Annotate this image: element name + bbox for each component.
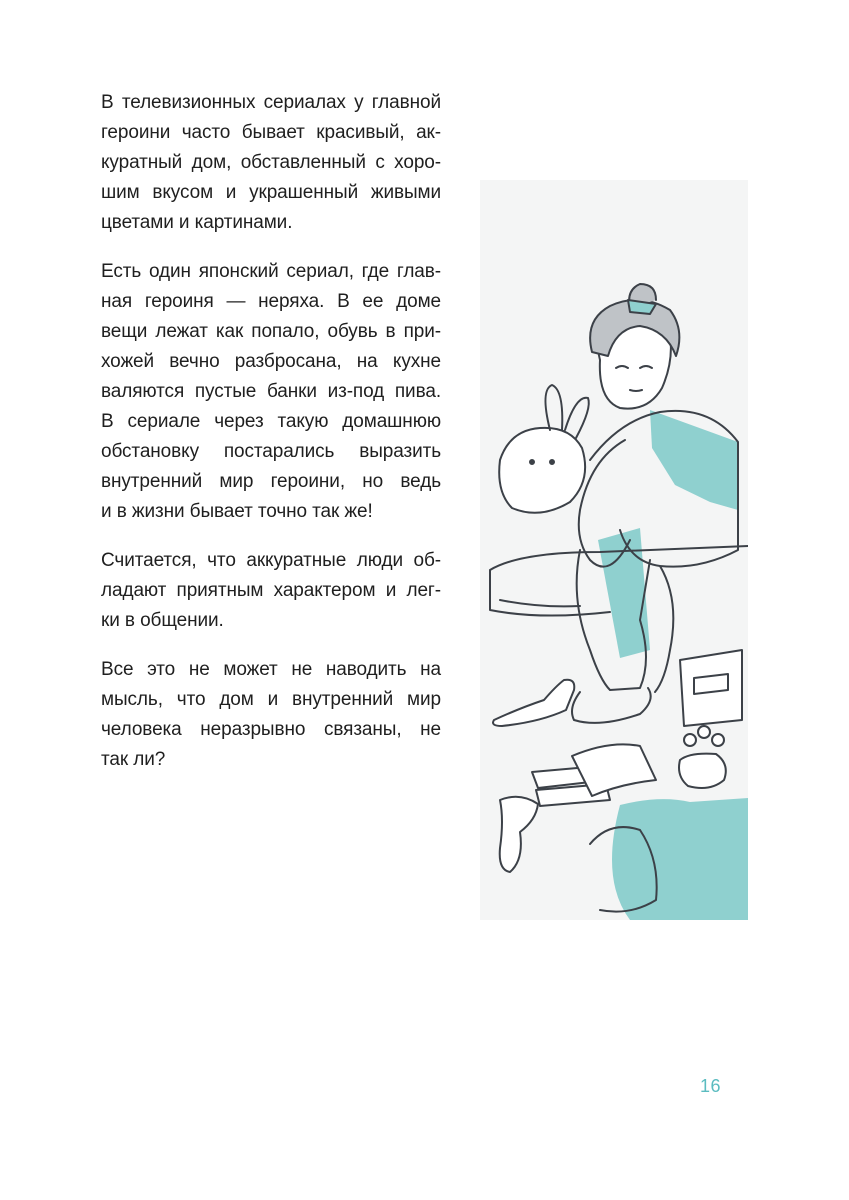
page-number: 16 (700, 1076, 722, 1096)
text-line: цветами и картинами. (101, 212, 293, 233)
woman-leg-back (655, 566, 673, 692)
text-line: валяются пустые банки из-под пива. (101, 381, 441, 402)
text-line: человека неразрывно связаны, не (101, 719, 441, 740)
paragraph-3 (101, 546, 441, 636)
teal-leg-stripe (598, 528, 650, 658)
shoe-icon (493, 680, 574, 726)
body-text (101, 88, 441, 794)
bunny-ear (545, 385, 562, 430)
sock-shape (500, 797, 538, 872)
text-line: вещи лежат как попало, обувь в при- (101, 321, 441, 342)
text-line: и в жизни бывает точно так же! (101, 501, 373, 522)
paragraph-4 (101, 655, 441, 775)
text-line: Считается, что аккуратные люди об- (101, 550, 441, 571)
text-line: куратный дом, обставленный с хоро- (101, 152, 441, 173)
text-line: ная героиня — неряха. В ее доме (101, 291, 441, 312)
illustration-art (480, 180, 748, 920)
woman-mouth (630, 390, 642, 391)
text-line: ладают приятным характером и лег- (101, 580, 441, 601)
feet (572, 688, 651, 723)
text-line: мысль, что дом и внутренний мир (101, 689, 441, 710)
text-line: так ли? (101, 749, 166, 770)
bunny-ear (565, 398, 589, 438)
teal-cloth-pile (612, 798, 748, 920)
text-line: обстановку постарались выразить (101, 441, 441, 462)
text-line: В сериале через такую домашнюю (101, 411, 441, 432)
text-line: внутренний мир героини, но ведь (101, 471, 441, 492)
text-line: хожей вечно разбросана, на кухне (101, 351, 441, 372)
text-line: Все это не может не наводить на (101, 659, 441, 680)
text-line: Есть один японский сериал, где глав- (101, 261, 441, 282)
box (680, 650, 742, 726)
text-line: героини часто бывает красивый, ак- (101, 122, 441, 143)
messy-room-illustration (480, 180, 748, 920)
teal-top (650, 410, 738, 510)
paragraph-1 (101, 88, 441, 238)
text-line: В телевизионных сериалах у главной (101, 92, 441, 113)
paragraph-2 (101, 257, 441, 527)
flower-pot (679, 754, 726, 788)
bunny-plush (499, 428, 585, 513)
text-line: шим вкусом и украшенный живыми (101, 182, 441, 203)
text-line: ки в общении. (101, 610, 224, 631)
